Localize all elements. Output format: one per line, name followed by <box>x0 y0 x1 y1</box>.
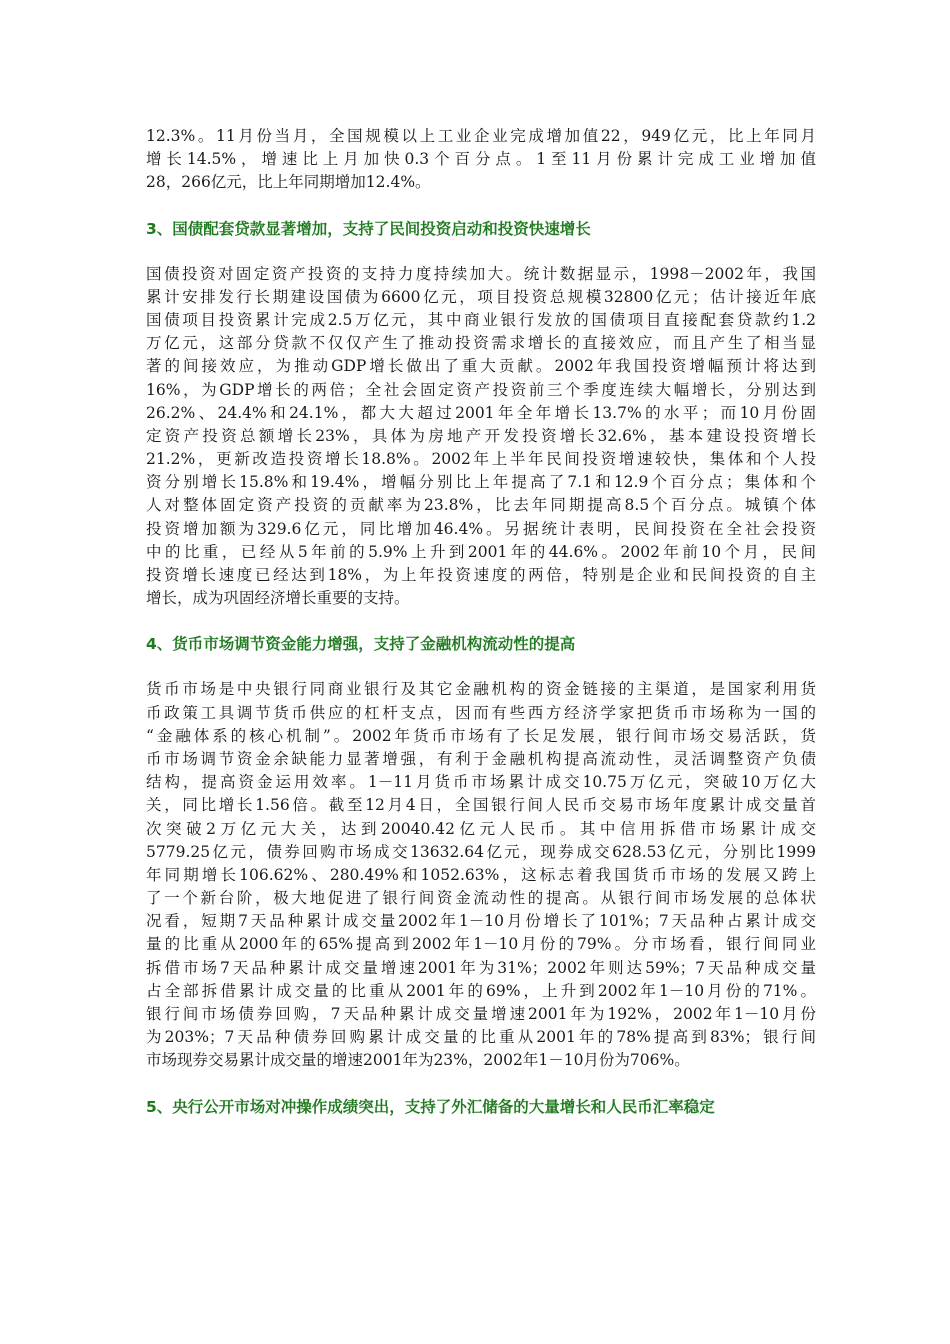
text-line: 银行间市场债券回购，7天品种累计成交量增速2001年为192%，2002年1－10月份 <box>146 1005 816 1023</box>
spacer <box>146 656 816 678</box>
text-line: 投资增长速度已经达到18%，为上年投资速度的两倍，特别是企业和民间投资的自主 <box>146 566 816 584</box>
paragraph-intro <box>146 125 816 195</box>
text-line: 资分别增长15.8%和19.4%，增幅分别比上年提高了7.1和12.9个百分点；集体和个 <box>146 473 816 492</box>
text-line: 12.3%。11月份当月，全国规模以上工业企业完成增加值22，949亿元，比上年同月 <box>146 127 816 145</box>
section-heading-3: 3、国债配套贷款显著增加，支持了民间投资启动和投资快速增长 <box>146 219 591 238</box>
section-heading-4: 4、货币市场调节资金能力增强，支持了金融机构流动性的提高 <box>146 635 576 654</box>
text-line: 况看，短期7天品种累计成交量2002年1－10月份增长了101%；7天品种占累计成交 <box>146 912 816 931</box>
text-line: 26.2%、24.4%和24.1%，都大大超过2001年全年增长13.7%的水平；而10月份固 <box>146 403 816 422</box>
text-line: 市场现券交易累计成交量的增速2001年为23%，2002年1－10月份为706%。 <box>146 1051 690 1070</box>
text-line: 16%，为GDP增长的两倍；全社会固定资产投资前三个季度连续大幅增长，分别达到 <box>146 380 816 399</box>
spacer <box>146 195 816 218</box>
text-line: 人对整体固定资产投资的贡献率为23.8%，比去年同期提高8.5个百分点。城镇个体 <box>146 496 816 515</box>
text-line: 定资产投资总额增长23%，具体为房地产开发投资增长32.6%，基本建设投资增长 <box>146 426 816 445</box>
text-line: 量的比重从2000年的65%提高到2002年1－10月份的79%。分市场看，银行间同业 <box>146 935 816 954</box>
text-line: 万亿元，这部分贷款不仅仅产生了推动投资需求增长的直接效应，而且产生了相当显 <box>146 334 816 353</box>
text-line: 货币市场是中央银行同商业银行及其它金融机构的资金链接的主渠道，是国家利用货 <box>146 680 816 699</box>
spacer <box>146 610 816 633</box>
text-line: 了一个新台阶，极大地促进了银行间资金流动性的提高。从银行间市场发展的总体状 <box>146 889 816 908</box>
document-body <box>146 125 816 1119</box>
spacer <box>146 1073 816 1096</box>
text-line: 投资增加额为329.6亿元，同比增加46.4%。另据统计表明，民间投资在全社会投资 <box>146 519 816 538</box>
text-line: 增长14.5%，增速比上月加快0.3个百分点。1至11月份累计完成工业增加值 <box>146 150 816 169</box>
text-line: 增长，成为巩固经济增长重要的支持。 <box>146 589 410 608</box>
text-line: 次突破2万亿元大关，达到20040.42亿元人民币。其中信用拆借市场累计成交 <box>146 819 816 838</box>
text-line: 国债投资对固定资产投资的支持力度持续加大。统计数据显示，1998－2002年，我国 <box>146 264 816 283</box>
text-line: 为203%；7天品种债券回购累计成交量的比重从2001年的78%提高到83%；银行间 <box>146 1028 816 1047</box>
section-heading-5: 5、央行公开市场对冲操作成绩突出，支持了外汇储备的大量增长和人民币汇率稳定 <box>146 1097 715 1116</box>
text-line: 关，同比增长1.56倍。截至12月4日，全国银行间人民币交易市场年度累计成交量首 <box>146 796 816 815</box>
text-line: 中的比重，已经从5年前的5.9%上升到2001年的44.6%。2002年前10个月，民间 <box>146 542 816 561</box>
text-line: 币市场调节资金余缺能力显著增强，有利于金融机构提高流动性，灵活调整资产负债 <box>146 749 816 768</box>
text-line: 币政策工具调节货币供应的杠杆支点，因而有些西方经济学家把货币市场称为一国的 <box>146 703 816 722</box>
text-line: 28，266亿元，比上年同期增加12.4%。 <box>146 173 431 192</box>
text-line: 占全部拆借累计成交量的比重从2001年的69%，上升到2002年1－10月份的71%。 <box>146 981 816 1000</box>
text-line: 累计安排发行长期建设国债为6600亿元，项目投资总规模32800亿元；估计接近年底 <box>146 287 816 306</box>
paragraph-section-4 <box>146 678 816 1072</box>
text-line: 国债项目投资累计完成2.5万亿元，其中商业银行发放的国债项目直接配套贷款约1.2 <box>146 310 816 329</box>
text-line: 结构，提高资金运用效率。1－11月货币市场累计成交10.75万亿元，突破10万亿大 <box>146 773 816 792</box>
text-line: 21.2%，更新改造投资增长18.8%。2002年上半年民间投资增速较快，集体和个人投 <box>146 450 816 469</box>
text-line: 拆借市场7天品种累计成交量增速2001年为31%；2002年则达59%；7天品种成交量 <box>146 958 816 977</box>
text-line: 著的间接效应，为推动GDP增长做出了重大贡献。2002年我国投资增幅预计将达到 <box>146 357 816 376</box>
paragraph-section-3 <box>146 263 816 611</box>
spacer <box>146 241 816 263</box>
text-line: “金融体系的核心机制”。2002年货币市场有了长足发展，银行间市场交易活跃，货 <box>146 726 816 745</box>
text-line: 5779.25亿元，债券回购市场成交13632.64亿元，现券成交628.53亿元，分别比1999 <box>146 842 816 861</box>
text-line: 年同期增长106.62%、280.49%和1052.63%，这标志着我国货币市场的发展又跨上 <box>146 865 816 884</box>
